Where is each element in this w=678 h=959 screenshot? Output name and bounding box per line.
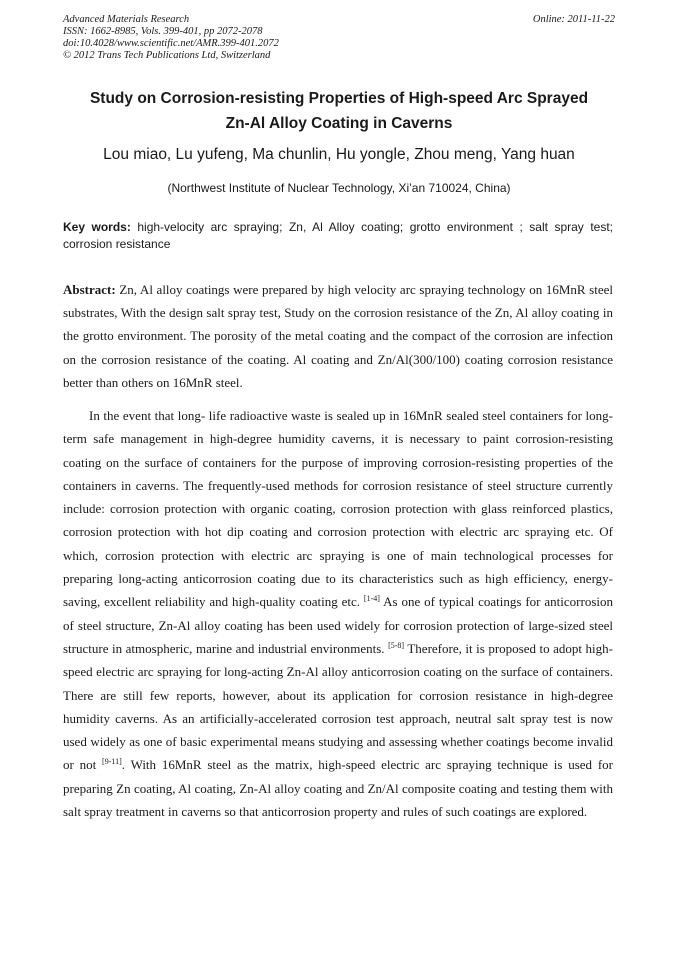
issn-line: ISSN: 1662-8985, Vols. 399-401, pp 2072-2078 — [63, 26, 263, 37]
body-segment: . With 16MnR steel as the matrix, high-speed electric arc spraying technique is used for preparing Zn coating, Al coating, Zn-Al alloy coating and Zn/Al composite coating and testing them with salt spray treatment in caverns so that anticorrosion property and rules of such coatings are explored. — [63, 757, 613, 820]
keywords-text: high-velocity arc spraying; Zn, Al Alloy coating; grotto environment ; salt spray test; corrosion resistance — [63, 220, 613, 251]
citation-ref: [5-8] — [388, 640, 405, 650]
paper-title — [40, 86, 638, 136]
abstract-label: Abstract: — [63, 282, 116, 297]
online-date: Online: 2011-11-22 — [532, 14, 615, 25]
affiliation: (Northwest Institute of Nuclear Technology, Xi’an 710024, China) — [167, 181, 511, 195]
body-segment: In the event that long- life radioactive waste is sealed up in 16MnR sealed steel containers for long-term safe management in high-degree humidity caverns, it is necessary to paint corrosion-resisting coating on the surface of containers for the purpose of improving corrosion-resisting properties of the containers in caverns. The frequently-used methods for corrosion resistance of steel structure currently include: corrosion protection with organic coating, corrosion protection with glass reinforced plastics, corrosion protection with hot dip coating and corrosion protection with electric arc spraying etc. Of which, corrosion protection with electric arc spraying is one of main technological processes for preparing long-acting anticorrosion coating due to its characteristics such as high efficiency, energy-saving, excellent reliability and high-quality coating etc. — [63, 408, 613, 610]
copyright-line: © 2012 Trans Tech Publications Ltd, Switzerland — [63, 50, 271, 61]
abstract-text: Zn, Al alloy coatings were prepared by high velocity arc spraying technology on 16MnR steel substrates, With the design salt spray test, Study on the corrosion resistance of the Zn, Al alloy coating in the grotto environment. The porosity of the metal coating and the compact of the corrosion are infection on the corrosion resistance of the coating. Al coating and Zn/Al(300/100) coating corrosion resistance better than others on 16MnR steel. — [63, 282, 613, 390]
author-list: Lou miao, Lu yufeng, Ma chunlin, Hu yongle, Zhou meng, Yang huan — [103, 146, 575, 163]
title-line-2: Zn-Al Alloy Coating in Caverns — [225, 115, 453, 132]
doi-line: doi:10.4028/www.scientific.net/AMR.399-401.2072 — [63, 38, 279, 49]
citation-ref: [9-11] — [102, 757, 122, 767]
body-segment: Therefore, it is proposed to adopt high-speed electric arc spraying for long-acting Zn-Al alloy anticorrosion coating on the surface of containers. There are still few reports, however, about its application for corrosion resistance in high-degree humidity caverns. As an artificially-accelerated corrosion test approach, neutral salt spray test is now used widely as one of basic experimental means studying and assessing whether coatings become invalid or not — [63, 640, 613, 773]
journal-name: Advanced Materials Research — [63, 14, 190, 25]
body-segment: As one of typical coatings for anticorrosion of steel structure, Zn-Al alloy coating has been used widely for corrosion protection of large-sized steel structure in atmospheric, marine and industrial environments. — [63, 594, 613, 656]
keywords-label: Key words: — [63, 220, 131, 234]
introduction-paragraph — [63, 404, 613, 823]
citation-ref: [1-4] — [363, 594, 380, 604]
title-line-1: Study on Corrosion-resisting Properties of High-speed Arc Sprayed — [89, 90, 589, 107]
journal-header — [63, 14, 615, 62]
keywords — [63, 219, 613, 253]
abstract — [63, 278, 613, 394]
